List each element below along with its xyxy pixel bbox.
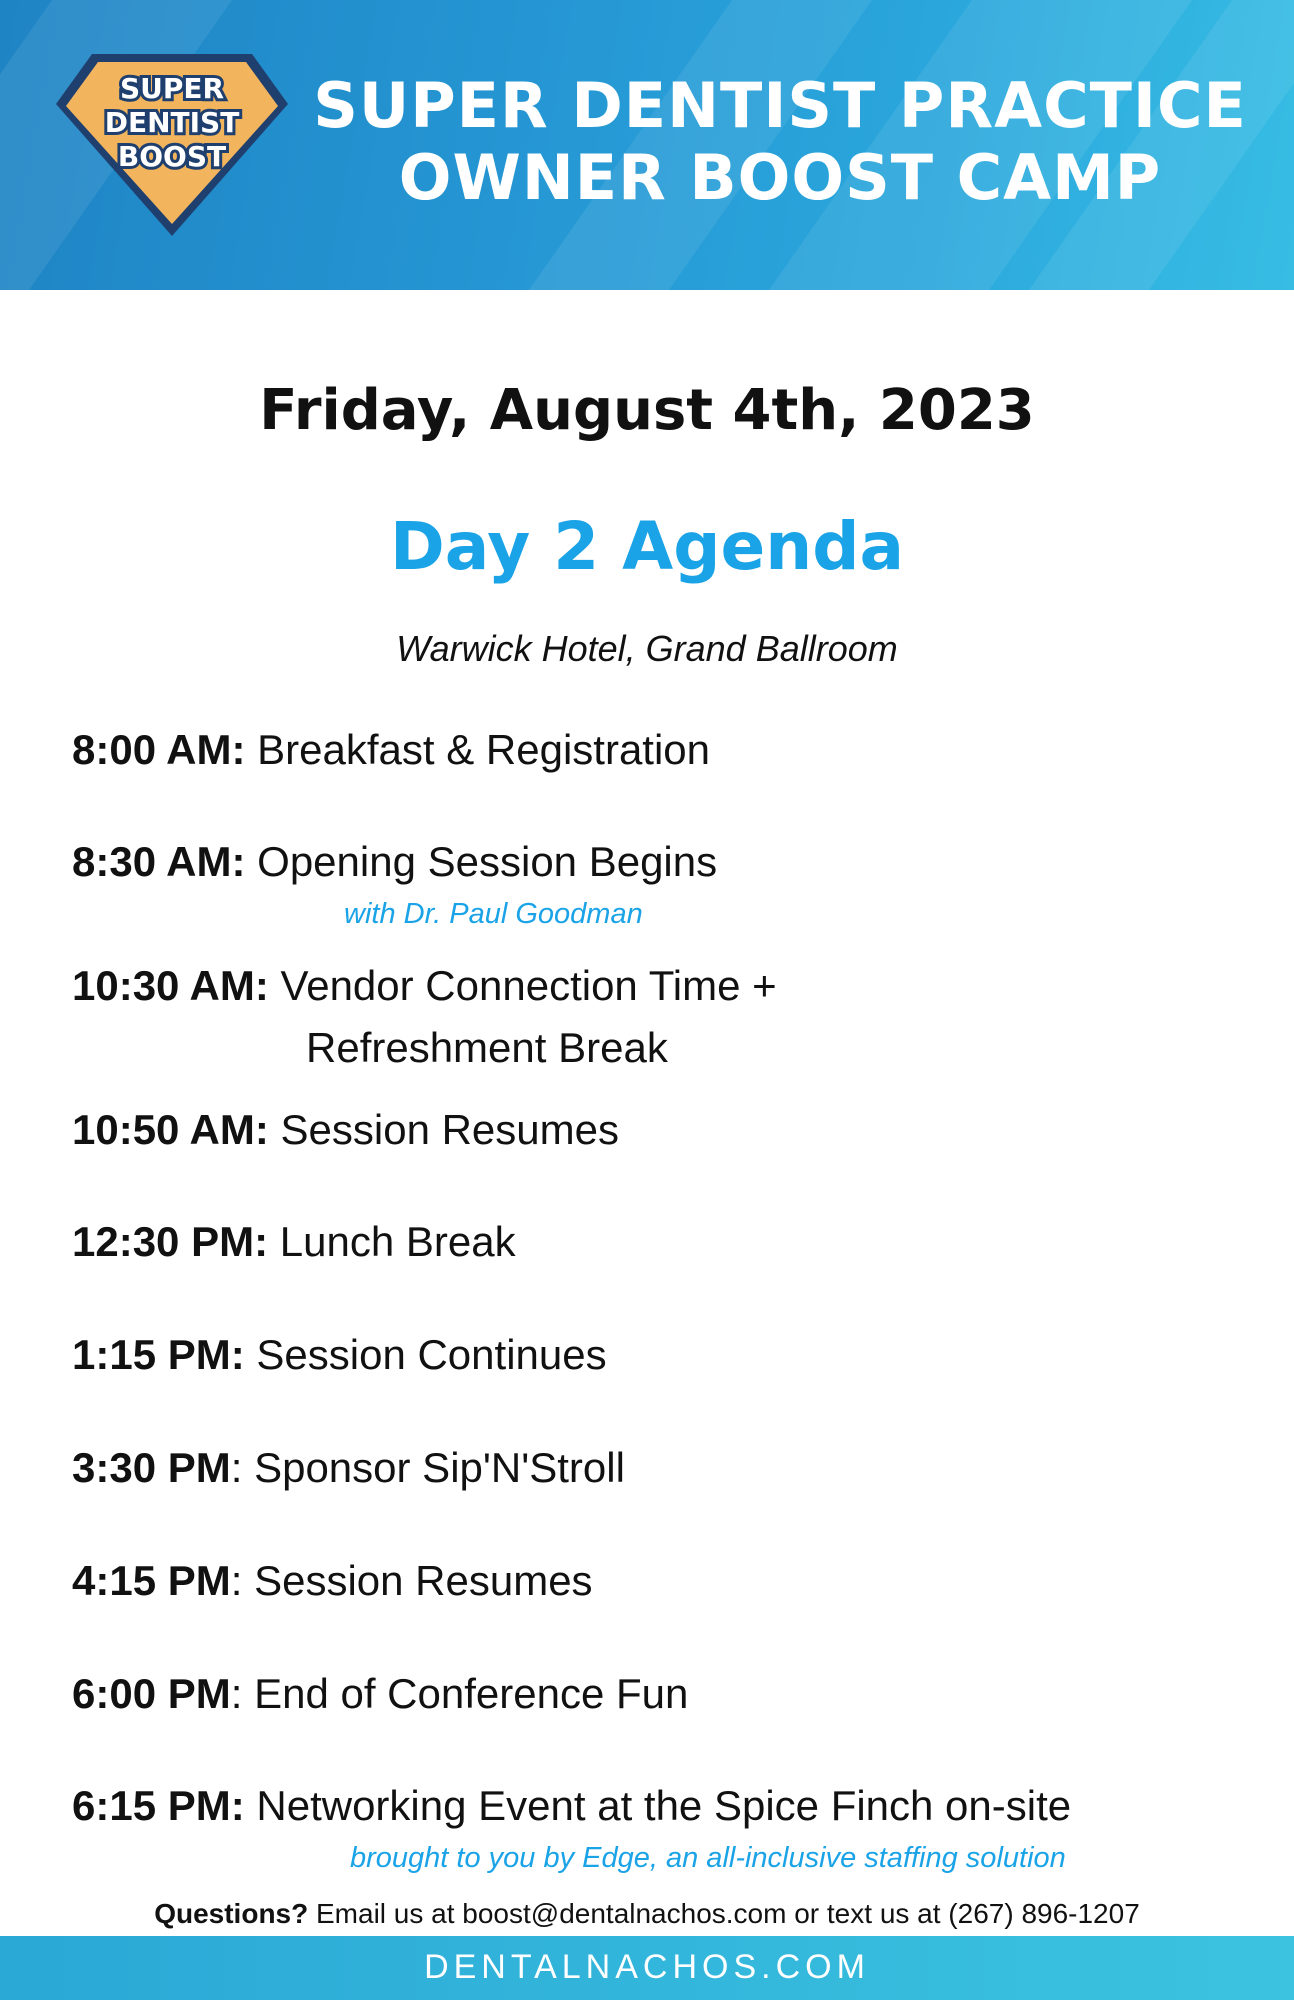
agenda-item [72,1106,619,1154]
agenda-event: Breakfast & Registration [245,726,711,773]
agenda-time: 1:15 PM: [72,1331,245,1378]
agenda-item [72,1670,688,1718]
agenda-item [72,962,777,1010]
agenda-item [72,1218,516,1266]
agenda-item [72,726,710,774]
agenda-time: 10:30 AM: [72,962,269,1009]
logo-text-line: SUPER [119,72,225,105]
agenda-note: with Dr. Paul Goodman [344,898,643,930]
questions-label: Questions? [154,1898,309,1929]
agenda-time: 4:15 PM [72,1557,231,1604]
logo-text-line: BOOST [117,140,227,173]
footer-bar [0,1936,1294,2000]
agenda-event: : Sponsor Sip'N'Stroll [230,1444,625,1491]
super-dentist-boost-logo [52,50,292,240]
agenda-event: : End of Conference Fun [230,1670,689,1717]
agenda-item [72,1331,607,1379]
contact-line [0,1898,1294,1930]
agenda-note: brought to you by Edge, an all-inclusive staffing solution [350,1842,1066,1874]
agenda-event-continuation: Refreshment Break [306,1024,668,1071]
agenda-time: 12:30 PM: [72,1218,269,1265]
event-date: Friday, August 4th, 2023 [259,378,1035,443]
agenda-time: 10:50 AM: [72,1106,269,1153]
agenda-event: Lunch Break [268,1218,516,1265]
logo-text-line: DENTIST [104,106,240,139]
agenda-event: Session Continues [244,1331,607,1378]
event-title-line1: SUPER DENTIST PRACTICE [313,69,1247,142]
event-title [300,70,1260,214]
agenda-title: Day 2 Agenda [389,508,905,585]
agenda-event: Opening Session Begins [245,838,718,885]
agenda-event: Networking Event at the Spice Finch on-site [244,1782,1072,1829]
agenda-event: : Session Resumes [230,1557,593,1604]
agenda-time: 3:30 PM [72,1444,231,1491]
agenda-time: 8:30 AM: [72,838,246,885]
contact-text: Email us at boost@dentalnachos.com or text us at (267) 896-1207 [308,1898,1140,1929]
agenda-item [72,1782,1071,1830]
footer-website: DENTALNACHOS.COM [424,1948,870,1986]
agenda-time: 6:15 PM: [72,1782,245,1829]
venue: Warwick Hotel, Grand Ballroom [396,628,898,669]
agenda-item [72,838,717,886]
header-banner [0,0,1294,290]
agenda-item [72,1444,625,1492]
event-title-line2: OWNER BOOST CAMP [398,141,1162,214]
agenda-event: Vendor Connection Time + [268,962,777,1009]
agenda-time: 6:00 PM [72,1670,231,1717]
agenda-time: 8:00 AM: [72,726,246,773]
agenda-event: Session Resumes [268,1106,619,1153]
agenda-item [72,1557,593,1605]
